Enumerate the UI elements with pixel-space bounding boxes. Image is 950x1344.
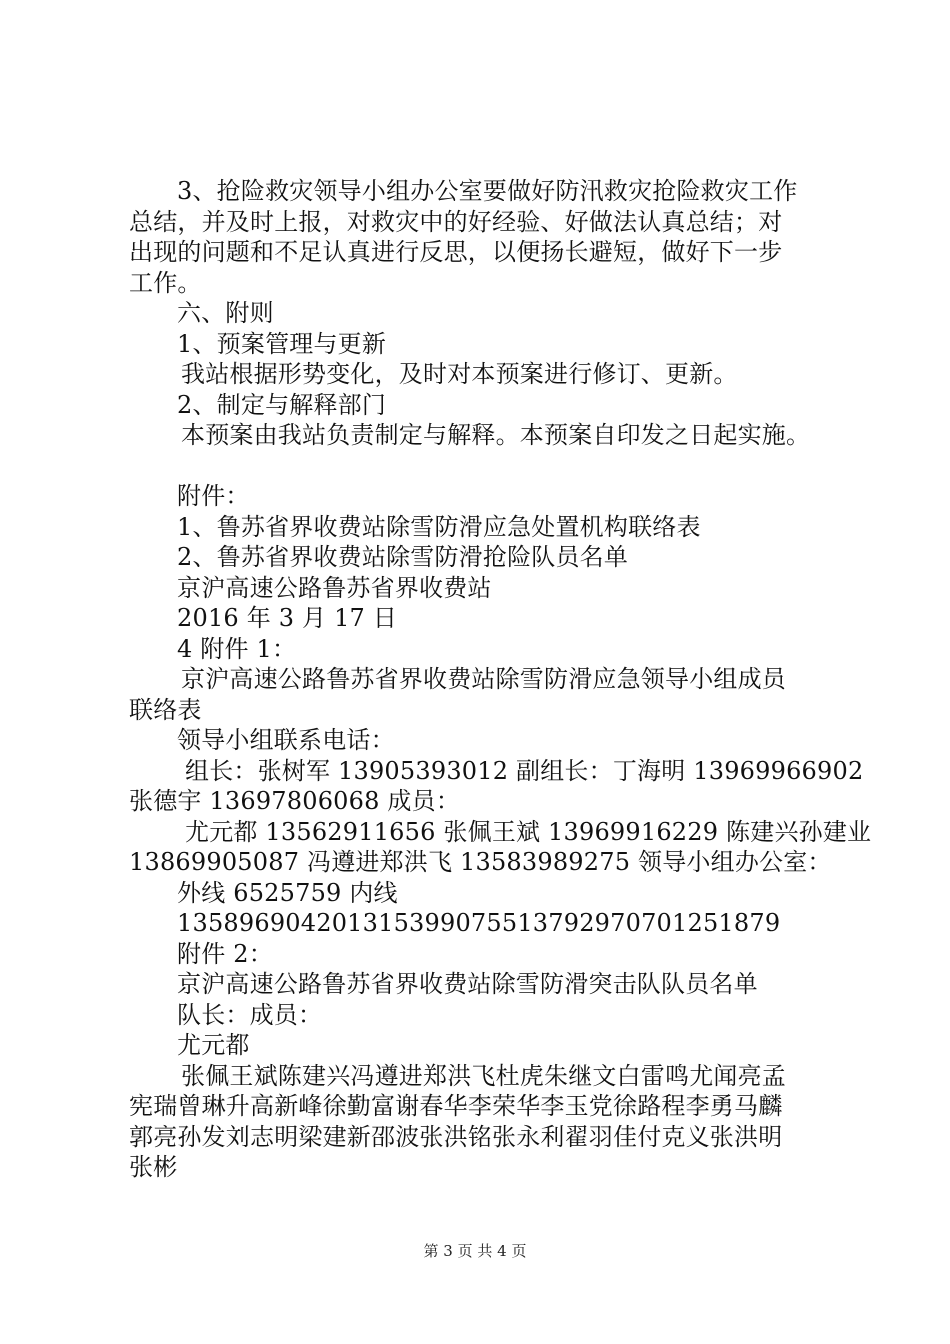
team-leader: 尤元都 xyxy=(177,1031,250,1059)
attachment-1-title: 联络表 xyxy=(129,695,202,724)
contact-line: 尤元都 13562911656 张佩王斌 13969916229 陈建兴孙建业 xyxy=(185,817,872,846)
issue-date: 2016 年 3 月 17 日 xyxy=(177,604,398,632)
attachment-item: 1、鲁苏省界收费站除雪防滑应急处置机构联络表 xyxy=(177,512,701,541)
contact-line: 外线 6525759 内线 xyxy=(177,878,398,907)
paragraph-line: 总结，并及时上报，对救灾中的好经验、好做法认真总结；对 xyxy=(129,207,783,236)
contact-line: 组长：张树军 13905393012 副组长：丁海明 13969966902 xyxy=(185,756,864,785)
team-members-line: 宪瑞曾琳升高新峰徐勤富谢春华李荣华李玉党徐路程李勇马麟 xyxy=(129,1092,783,1120)
blank-line xyxy=(129,451,849,482)
paragraph-line: 本预案由我站负责制定与解释。本预案自印发之日起实施。 xyxy=(181,421,811,449)
issuer-name: 京沪高速公路鲁苏省界收费站 xyxy=(177,573,492,602)
attachment-1-title: 京沪高速公路鲁苏省界收费站除雪防滑应急领导小组成员 xyxy=(181,665,786,693)
contact-line: 张德宇 13697806068 成员： xyxy=(129,787,461,815)
page-number-footer: 第 3 页 共 4 页 xyxy=(423,1242,527,1260)
document-body xyxy=(129,176,872,1183)
team-roles: 队长：成员： xyxy=(177,1000,323,1029)
team-members-line: 张佩王斌陈建兴冯遵进郑洪飞杜虎朱继文白雷鸣尤闻亮孟 xyxy=(181,1061,786,1090)
contact-heading: 领导小组联系电话： xyxy=(177,726,395,754)
subsection-heading: 1、预案管理与更新 xyxy=(177,329,387,358)
attachment-1-heading: 4 附件 1： xyxy=(177,634,297,663)
contact-line: 1358969042013153990755137929707012​51879 xyxy=(177,909,781,937)
paragraph-line: 3、抢险救灾领导小组办公室要做好防汛救灾抢险救灾工作 xyxy=(177,177,798,205)
subsection-heading: 2、制定与解释部门 xyxy=(177,390,387,419)
team-members-line: 张彬 xyxy=(129,1153,178,1181)
team-members-line: 郭亮孙发刘志明梁建新邵波张洪铭张永利翟羽佳付克义张洪明 xyxy=(129,1122,783,1151)
attachment-2-heading: 附件 2： xyxy=(177,939,273,968)
section-heading: 六、附则 xyxy=(177,299,274,327)
paragraph-line: 出现的问题和不足认真进行反思，以便扬长避短，做好下一步 xyxy=(129,238,783,266)
attachment-item: 2、鲁苏省界收费站除雪防滑抢险队员名单 xyxy=(177,543,629,571)
attachment-2-title: 京沪高速公路鲁苏省界收费站除雪防滑突击队队员名单 xyxy=(177,970,758,998)
attachments-heading: 附件： xyxy=(177,482,250,510)
paragraph-line: 我站根据形势变化，及时对本预案进行修订、更新。 xyxy=(181,360,738,388)
paragraph-line: 工作。 xyxy=(129,268,202,297)
contact-line: 13869905087 冯遵进郑洪飞 13583989275 领导小组办公室： xyxy=(129,848,832,876)
